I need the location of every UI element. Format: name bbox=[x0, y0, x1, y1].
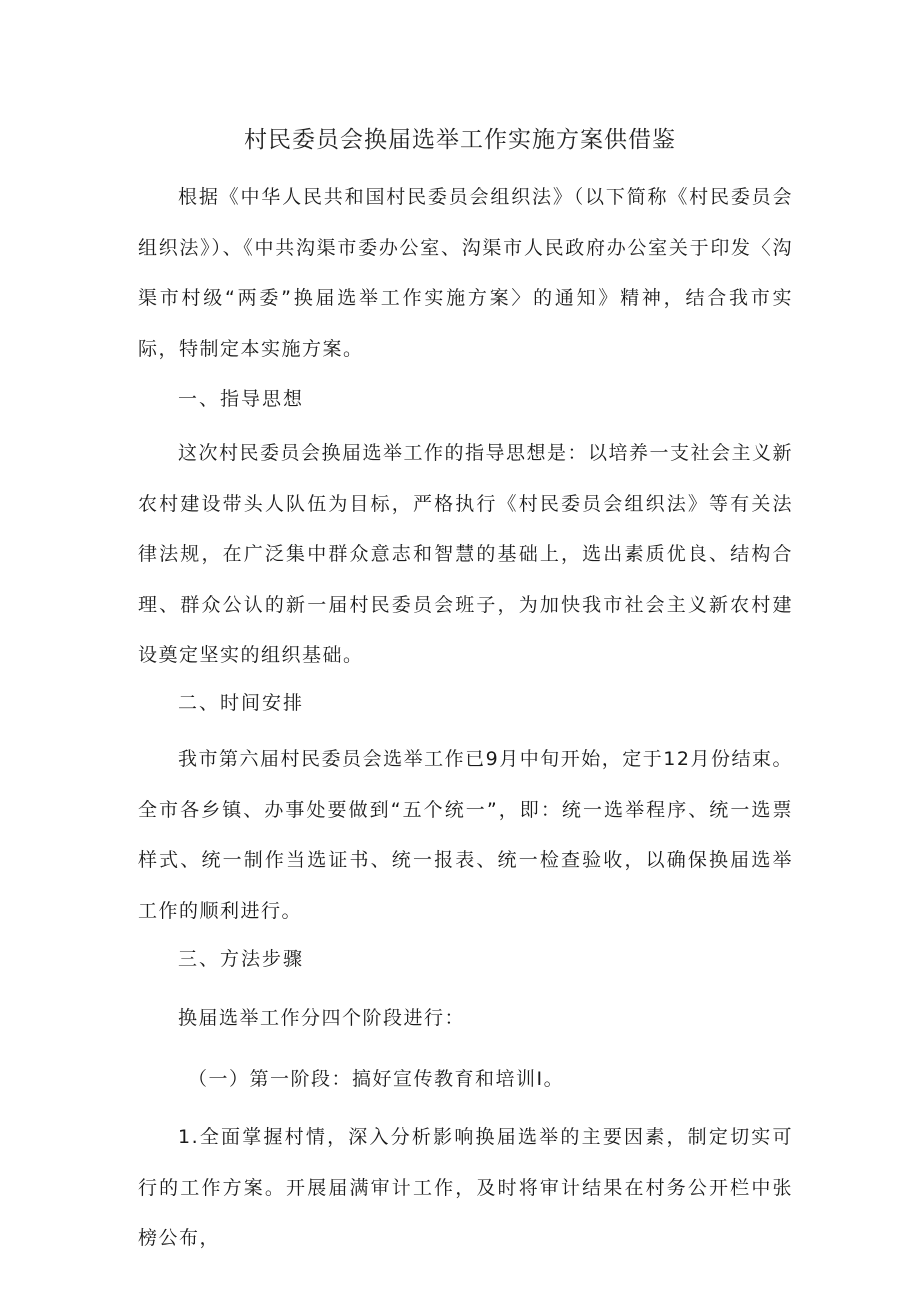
item1-paragraph: 1.全面掌握村情，深入分析影响换届选举的主要因素，制定切实可行的工作方案。开展届满审计工作，及时将审计结果在村务公开栏中张榜公布， bbox=[138, 1126, 793, 1249]
section3-intro: 换届选举工作分四个阶段进行： bbox=[178, 1007, 466, 1029]
intro-paragraph: 根据《中华人民共和国村民委员会组织法》（以下简称《村民委员会组织法》）、《中共沟渠市委办公室、沟渠市人民政府办公室关于印发〈沟渠市村级“两委”换届选举工作实施方案〉的通知》精神，结合我市实际，特制定本实施方案。 bbox=[138, 186, 793, 360]
stage1-heading: （一）第一阶段：搞好宣传教育和培训I。 bbox=[188, 1068, 565, 1090]
section1-paragraph: 这次村民委员会换届选举工作的指导思想是：以培养一支社会主义新农村建设带头人队伍为目标，严格执行《村民委员会组织法》等有关法律法规，在广泛集中群众意志和智慧的基础上，选出素质优良、结构合理、群众公认的新一届村民委员会班子，为加快我市社会主义新农村建设奠定坚实的组织基础。 bbox=[138, 442, 794, 666]
section2-paragraph: 我市第六届村民委员会选举工作已9月中旬开始，定于12月份结束。全市各乡镇、办事处要做到“五个统一”，即：统一选举程序、统一选票样式、统一制作当选证书、统一报表、统一检查验收，以确保换届选举工作的顺利进行。 bbox=[138, 748, 793, 922]
document-title: 村民委员会换届选举工作实施方案供借鉴 bbox=[244, 127, 676, 153]
section2-heading: 二、时间安排 bbox=[178, 692, 305, 714]
section3-heading: 三、方法步骤 bbox=[178, 948, 305, 970]
section1-heading: 一、指导思想 bbox=[178, 388, 305, 410]
